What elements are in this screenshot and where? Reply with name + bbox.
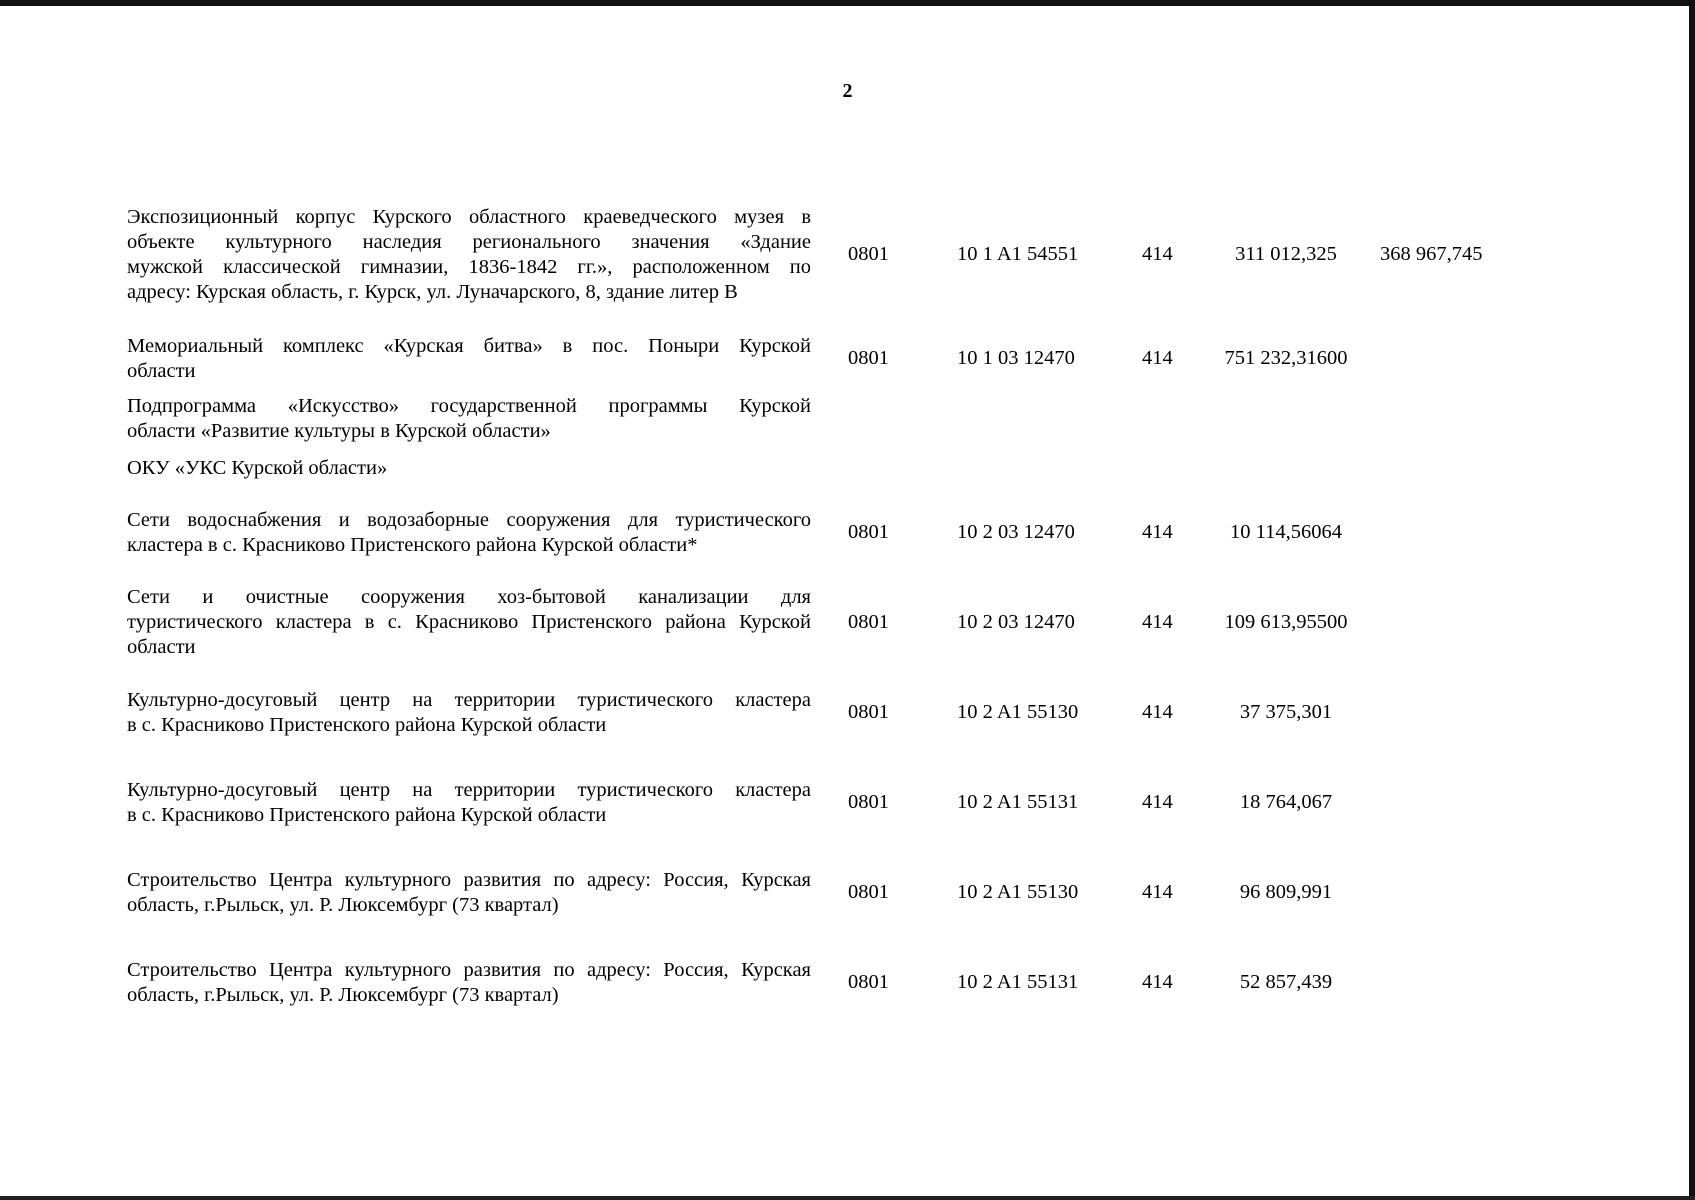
row-description <box>127 868 811 918</box>
row-description <box>127 334 811 384</box>
row-amount-first: 37 375,301 <box>1239 701 1333 723</box>
row-description <box>127 205 811 305</box>
row-description <box>127 585 811 660</box>
row-section-code: 0801 <box>848 791 889 813</box>
description-line: ОКУ «УКС Курской области» <box>127 457 388 479</box>
row-target-article: 10 2 A1 55131 <box>957 791 1079 813</box>
description-line: Культурно-досуговый центр на территории туристического кластера <box>127 689 811 711</box>
row-amount-first: 109 613,95500 <box>1224 611 1348 633</box>
row-section-code: 0801 <box>848 521 889 543</box>
row-section-code: 0801 <box>848 611 889 633</box>
row-amount-first: 52 857,439 <box>1239 971 1333 993</box>
row-expense-type: 414 <box>1142 347 1173 369</box>
description-line: Мемориальный комплекс «Курская битва» в пос. Поныри Курской <box>127 335 811 357</box>
description-line: область, г.Рыльск, ул. Р. Люксембург (73 квартал) <box>127 984 559 1006</box>
row-expense-type: 414 <box>1142 521 1173 543</box>
row-amount-first: 311 012,325 <box>1235 243 1337 265</box>
row-description <box>127 394 811 444</box>
row-amount-first: 751 232,31600 <box>1224 347 1348 369</box>
row-expense-type: 414 <box>1142 971 1173 993</box>
row-section-code: 0801 <box>848 881 889 903</box>
row-expense-type: 414 <box>1142 881 1173 903</box>
description-line: Сети водоснабжения и водозаборные сооружения для туристического <box>127 509 811 531</box>
row-expense-type: 414 <box>1142 701 1173 723</box>
description-line: Сети и очистные сооружения хоз-бытовой канализации для <box>127 586 811 608</box>
description-line: туристического кластера в с. Красниково Пристенского района Курской <box>127 611 811 633</box>
description-line: адресу: Курская область, г. Курск, ул. Луначарского, 8, здание литер В <box>127 281 738 303</box>
description-line: в с. Красниково Пристенского района Курской области <box>127 804 607 826</box>
description-line: Культурно-досуговый центр на территории туристического кластера <box>127 779 811 801</box>
row-description <box>127 508 811 558</box>
row-target-article: 10 1 03 12470 <box>957 347 1075 369</box>
description-line: области «Развитие культуры в Курской области» <box>127 420 551 442</box>
row-description <box>127 456 811 481</box>
row-expense-type: 414 <box>1142 611 1173 633</box>
row-section-code: 0801 <box>848 701 889 723</box>
row-description <box>127 778 811 828</box>
description-line: Экспозиционный корпус Курского областного краеведческого музея в <box>127 206 811 228</box>
description-line: Строительство Центра культурного развития по адресу: Россия, Курская <box>127 869 811 891</box>
row-target-article: 10 2 03 12470 <box>957 521 1075 543</box>
row-section-code: 0801 <box>848 347 889 369</box>
description-line: кластера в с. Красниково Пристенского района Курской области* <box>127 534 698 556</box>
row-amount-first: 96 809,991 <box>1239 881 1333 903</box>
description-line: области <box>127 636 196 658</box>
row-amount-second: 368 967,745 <box>1380 243 1483 265</box>
description-line: Строительство Центра культурного развития по адресу: Россия, Курская <box>127 959 811 981</box>
row-amount-first: 18 764,067 <box>1239 791 1333 813</box>
description-line: мужской классической гимназии, 1836-1842 гг.», расположенном по <box>127 256 811 278</box>
description-line: в с. Красниково Пристенского района Курской области <box>127 714 607 736</box>
row-description <box>127 688 811 738</box>
page-number-text: 2 <box>842 80 853 102</box>
description-line: Подпрограмма «Искусство» государственной программы Курской <box>127 395 811 417</box>
row-expense-type: 414 <box>1142 243 1173 265</box>
row-section-code: 0801 <box>848 971 889 993</box>
row-target-article: 10 1 A1 54551 <box>957 243 1079 265</box>
description-line: области <box>127 360 196 382</box>
row-section-code: 0801 <box>848 243 889 265</box>
row-description <box>127 958 811 1008</box>
row-amount-first: 10 114,56064 <box>1230 521 1342 543</box>
row-target-article: 10 2 A1 55131 <box>957 971 1079 993</box>
row-target-article: 10 2 03 12470 <box>957 611 1075 633</box>
row-target-article: 10 2 A1 55130 <box>957 881 1079 903</box>
row-expense-type: 414 <box>1142 791 1173 813</box>
row-target-article: 10 2 A1 55130 <box>957 701 1079 723</box>
description-line: объекте культурного наследия регионального значения «Здание <box>127 231 811 253</box>
description-line: область, г.Рыльск, ул. Р. Люксембург (73 квартал) <box>127 894 559 916</box>
